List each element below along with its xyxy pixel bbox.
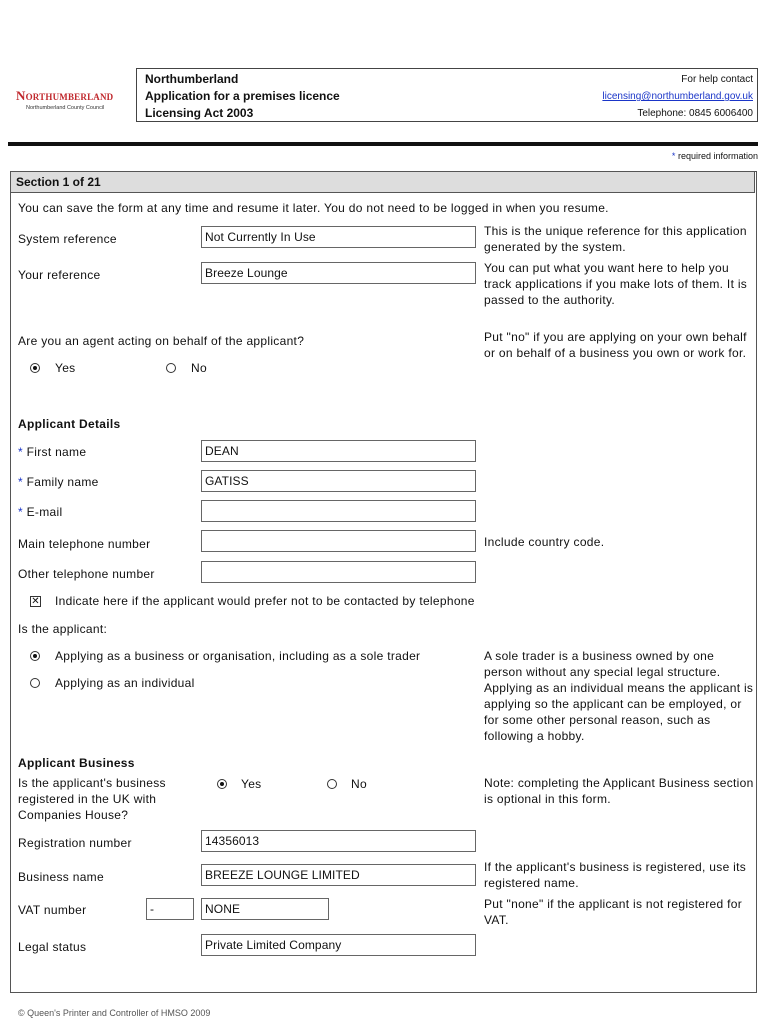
agent-no-label: No bbox=[191, 361, 207, 375]
registered-yes-radio[interactable] bbox=[217, 779, 227, 789]
registration-number-label: Registration number bbox=[18, 836, 132, 850]
required-star: * bbox=[18, 505, 23, 519]
main-phone-label: Main telephone number bbox=[18, 537, 151, 551]
family-name-label-text: Family name bbox=[26, 475, 99, 489]
first-name-label bbox=[18, 445, 86, 459]
applicant-type-note: A sole trader is a business owned by one person without any special legal structure. Applying as an individual means the applicant is applying so the applicant can be employed, or for some other personal reason, such as following a hobby. bbox=[484, 649, 754, 743]
agent-yes-label: Yes bbox=[55, 361, 76, 375]
applicant-individual-label: Applying as an individual bbox=[55, 676, 195, 690]
legal-status-input[interactable]: Private Limited Company bbox=[201, 934, 476, 956]
vat-note: Put "none" if the applicant is not registered for VAT. bbox=[484, 897, 743, 927]
required-star: * bbox=[18, 445, 23, 459]
header-act: Licensing Act 2003 bbox=[145, 106, 254, 120]
required-star: * bbox=[671, 151, 676, 161]
system-reference-label: System reference bbox=[18, 232, 117, 246]
form-header bbox=[136, 68, 758, 122]
agent-note: Put "no" if you are applying on your own behalf or on behalf of a business you own or work for. bbox=[484, 330, 747, 360]
required-info-note bbox=[672, 151, 758, 161]
help-label: For help contact bbox=[681, 74, 753, 85]
applicant-individual-radio[interactable] bbox=[30, 678, 40, 688]
required-star: * bbox=[18, 475, 23, 489]
legal-status-label: Legal status bbox=[18, 940, 87, 954]
applicant-business-heading: Applicant Business bbox=[18, 756, 135, 770]
agent-no-radio[interactable] bbox=[166, 363, 176, 373]
header-application: Application for a premises licence bbox=[145, 89, 340, 103]
header-council: Northumberland bbox=[145, 72, 239, 86]
agent-yes-radio[interactable] bbox=[30, 363, 40, 373]
required-text: required information bbox=[677, 151, 758, 161]
form-title bbox=[145, 71, 340, 122]
vat-number-label: VAT number bbox=[18, 903, 87, 917]
other-phone-label: Other telephone number bbox=[18, 567, 155, 581]
email-input[interactable] bbox=[201, 500, 476, 522]
copyright-footer: © Queen's Printer and Controller of HMSO 2009 bbox=[18, 1008, 211, 1018]
other-phone-input[interactable] bbox=[201, 561, 476, 583]
help-phone: Telephone: 0845 6006400 bbox=[637, 108, 753, 119]
family-name-input[interactable]: GATISS bbox=[201, 470, 476, 492]
applicant-details-heading: Applicant Details bbox=[18, 417, 121, 431]
email-label-text: E-mail bbox=[26, 505, 63, 519]
applicant-type-label: Is the applicant: bbox=[18, 622, 108, 636]
agent-question: Are you an agent acting on behalf of the applicant? bbox=[18, 334, 305, 348]
header-divider bbox=[8, 142, 758, 146]
logo-wordmark: Northumberland bbox=[16, 88, 114, 103]
registered-no-radio[interactable] bbox=[327, 779, 337, 789]
business-optional-note: Note: completing the Applicant Business section is optional in this form. bbox=[484, 776, 754, 806]
main-phone-input[interactable] bbox=[201, 530, 476, 552]
applicant-business-label: Applying as a business or organisation, including as a sole trader bbox=[55, 649, 421, 663]
business-name-note: If the applicant's business is registered, use its registered name. bbox=[484, 860, 747, 890]
section-title: Section 1 of 21 bbox=[10, 171, 755, 193]
help-email-link[interactable]: licensing@northumberland.gov.uk bbox=[602, 91, 753, 102]
logo-subtitle: Northumberland County Council bbox=[26, 105, 105, 111]
business-name-label: Business name bbox=[18, 870, 104, 884]
no-telephone-checkbox[interactable]: ✕ bbox=[31, 596, 40, 607]
family-name-label bbox=[18, 475, 99, 489]
vat-number-input[interactable]: NONE bbox=[201, 898, 329, 920]
first-name-label-text: First name bbox=[26, 445, 87, 459]
main-phone-note: Include country code. bbox=[484, 535, 605, 549]
vat-prefix-input[interactable]: - bbox=[146, 898, 194, 920]
your-reference-label: Your reference bbox=[18, 268, 101, 282]
your-reference-input[interactable]: Breeze Lounge bbox=[201, 262, 476, 284]
intro-text: You can save the form at any time and resume it later. You do not need to be logged in when you resume. bbox=[18, 201, 609, 215]
registration-number-input[interactable]: 14356013 bbox=[201, 830, 476, 852]
council-logo bbox=[16, 88, 122, 111]
applicant-business-radio[interactable] bbox=[30, 651, 40, 661]
your-reference-note: You can put what you want here to help you track applications if you make lots of them. It is passed to the authority. bbox=[484, 261, 748, 307]
email-label bbox=[18, 505, 62, 519]
registered-question: Is the applicant's business registered in the UK with Companies House? bbox=[18, 776, 166, 822]
help-contact bbox=[602, 71, 753, 122]
system-reference-input[interactable]: Not Currently In Use bbox=[201, 226, 476, 248]
registered-no-label: No bbox=[351, 777, 367, 791]
first-name-input[interactable]: DEAN bbox=[201, 440, 476, 462]
no-telephone-label: Indicate here if the applicant would prefer not to be contacted by telephone bbox=[55, 594, 475, 608]
system-reference-note: This is the unique reference for this application generated by the system. bbox=[484, 224, 747, 254]
business-name-input[interactable]: BREEZE LOUNGE LIMITED bbox=[201, 864, 476, 886]
registered-yes-label: Yes bbox=[241, 777, 262, 791]
